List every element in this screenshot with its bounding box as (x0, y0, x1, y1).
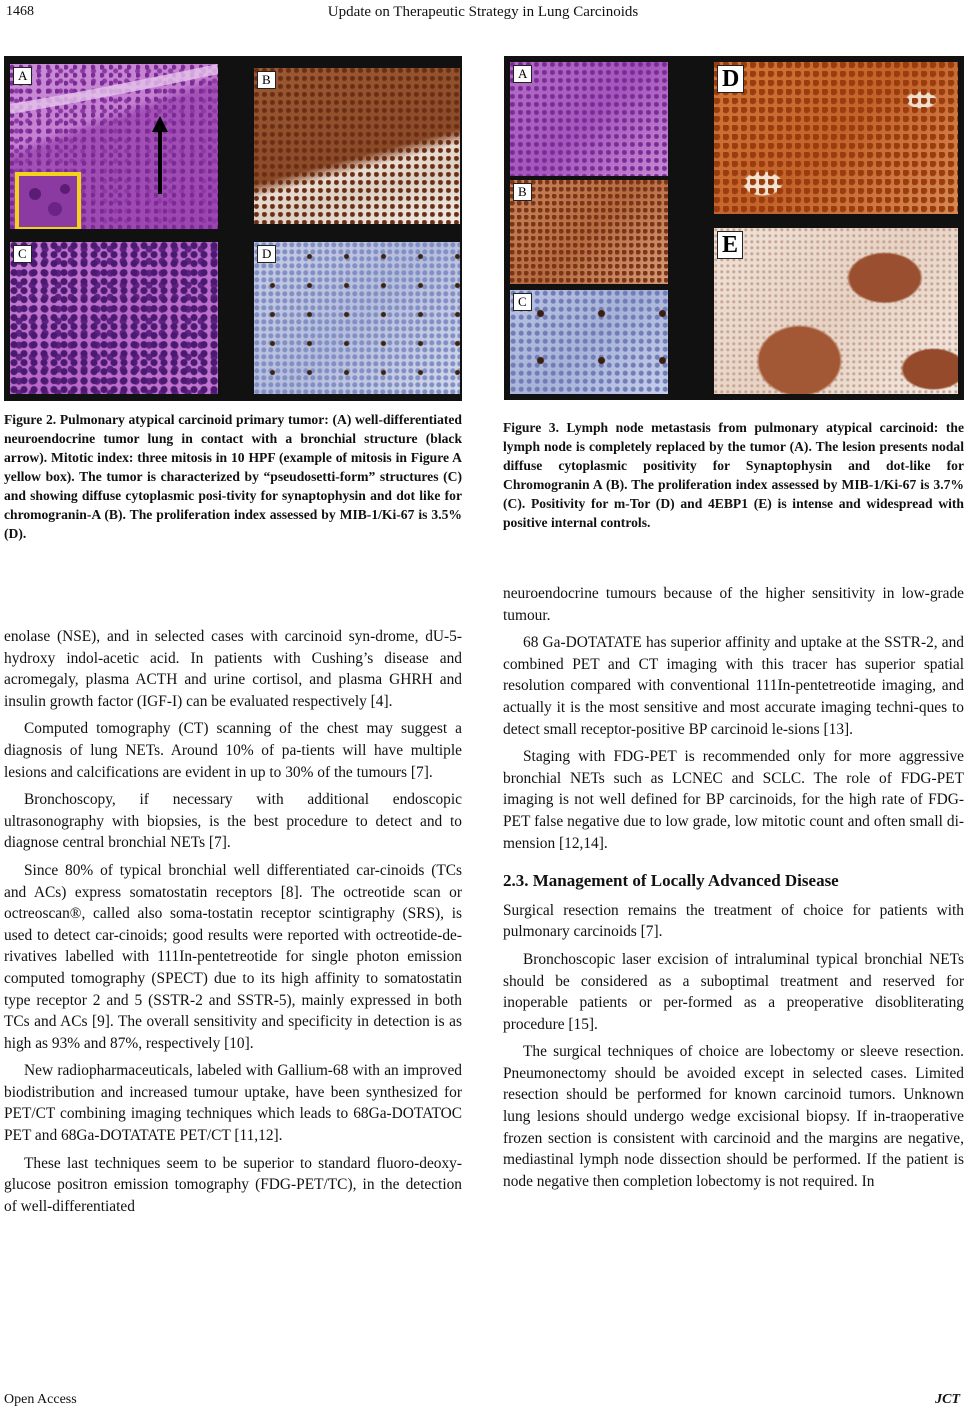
left-paragraph-5: New radiopharmaceuticals, labeled with Gallium-68 with an improved biodistribution and increased tumour uptake, have been synthesized for PET/CT combining imaging techniques which leads to 68Ga-DOTATOC PET and 68Ga-DOTATATE PET/CT [11,12]. (4, 1062, 462, 1145)
figure-2-label-a: A (13, 67, 32, 85)
left-paragraph-2: Computed tomography (CT) scanning of the chest may suggest a diagnosis of lung NETs. Around 10% of pa-tients will have multiple lesions and calcifications are evident in up to 30% of the tumours [7]. (4, 720, 462, 781)
figure-3-panel-c (510, 290, 668, 394)
right-column-text (503, 583, 964, 1192)
figure-2-panel-b (254, 68, 460, 224)
figure-3-panel-a (510, 62, 668, 176)
figure-2-caption: Figure 2. Pulmonary atypical carcinoid primary tumor: (A) well-differentiated neuroendocrine tumor lung in contact with a bronchial structure (black arrow). Mitotic index: three mitosis in 10 HPF (example of mitosis in Figure A yellow box). The tumor is characterized by “pseudosetti-form” structures (C) and showing diffuse cytoplasmic posi-tivity for synaptophysin and dot like for chromogranin-A (B). The proliferation index assessed by MIB-1/Ki-67 is 3.5% (D). (4, 412, 462, 541)
section-paragraph-3: The surgical techniques of choice are lobectomy or sleeve resection. Pneumonectomy should be avoided except in selected cases. Limited resection should be performed for known carcinoid tumors. Unknown lung lesions should undergo wedge excisional biopsy. If in-traoperative frozen section is consistent with carcinoid and the margins are negative, mediastinal lymph node dissection should be performed. If the patient is node negative then completion lobectomy is not required. In (503, 1043, 964, 1190)
running-title: Update on Therapeutic Strategy in Lung Carcinoids (327, 4, 639, 20)
left-paragraph-4: Since 80% of typical bronchial well differentiated car-cinoids (TCs and ACs) express somatostatin receptors [8]. The octreotide scan or octreoscan®, called also soma-tostatin receptor scintigraphy (SRS), is used to detect car-cinoids; good results were reported with octreotide-de-rivatives labelled with 111In-pentetreotide for single photon emission computed tomography (SPECT) due to its high affinity to somatostatin type receptor 2 and 5 (SSTR-2 and SSTR-5), mainly expressed in both TCs and ACs [9]. The overall sensitivity and specificity in detection is as high as 93% and 87%, respectively [10]. (4, 861, 462, 1052)
figure-2-label-c: C (13, 245, 32, 263)
figure-2-panel-c (10, 242, 218, 394)
right-paragraph-3: Staging with FDG-PET is recommended only for more aggressive bronchial NETs such as LCNEC and SCLC. The role of FDG-PET imaging is not well defined for BP carcinoids, for the high rate of FDG-PET false negative due to low grade, low mitotic count and often small di-mension [12,14]. (503, 748, 964, 852)
footer-journal: JCT (935, 1392, 960, 1407)
figure-2-panel-a-overlay (10, 64, 218, 229)
section-paragraph-1: Surgical resection remains the treatment of choice for patients with pulmonary carcinoids [7]. (503, 901, 964, 941)
figure-3-label-e: E (717, 231, 743, 259)
right-paragraph-1: neuroendocrine tumours because of the higher sensitivity in low-grade tumour. (503, 585, 964, 624)
figure-3-caption: Figure 3. Lymph node metastasis from pulmonary atypical carcinoid: the lymph node is completely replaced by the tumor (A). The lesion presents nodal diffuse cytoplasmic positivity for Synaptophysin and dot-like for Chromogranin A (B). The proliferation index assessed by MIB-1/Ki-67 is 3.7% (C). Positivity for m-Tor (D) and 4EBP1 (E) is intense and widespread with positive internal controls. (503, 420, 964, 530)
page-number: 1468 (6, 4, 34, 19)
figure-3-label-a: A (513, 65, 532, 83)
right-paragraph-2: 68 Ga-DOTATATE has superior affinity and uptake at the SSTR-2, and combined PET and CT imaging with this tracer has superior spatial resolution compared with conventional 111In-pentetreotide imaging, and actually it is the most sensitive and most accurate imaging techni-ques to detect small receptor-positive BP carcinoid le-sions [13]. (503, 634, 964, 738)
figure-2-panel-d (254, 242, 460, 394)
figure-3-label-d: D (717, 65, 744, 93)
left-column-text (4, 626, 462, 1217)
section-heading: 2.3. Management of Locally Advanced Disease (503, 871, 839, 891)
figure-2-panel-a (10, 64, 218, 229)
footer-open-access: Open Access (4, 1392, 77, 1407)
section-paragraph-2: Bronchoscopic laser excision of intraluminal typical bronchial NETs should be considered as a suboptimal treatment and reserved for inoperable patients or per-formed as a preoperative disobliterating procedure [15]. (503, 950, 964, 1033)
left-paragraph-1: enolase (NSE), and in selected cases with carcinoid syn-drome, dU-5-hydroxy indol-acetic acid. In patients with Cushing’s disease and acromegaly, plasma ACTH and urine cortisol, and plasma GHRH and insulin growth factor (IGF-I) can be evaluated respectively [4]. (4, 628, 462, 710)
figure-3-label-b: B (513, 183, 532, 201)
figure-3-label-c: C (513, 293, 532, 311)
left-paragraph-6: These last techniques seem to be superior to standard fluoro-deoxy-glucose positron emission tomography (FDG-PET/TC), in the detection of well-differentiated (4, 1154, 462, 1215)
figure-3-panel-d (714, 62, 958, 214)
figure-3 (504, 56, 964, 400)
figure-2 (4, 56, 462, 401)
left-paragraph-3: Bronchoscopy, if necessary with additional endoscopic ultrasonography with biopsies, is the best procedure to detect and to diagnose central bronchial NETs [7]. (4, 791, 462, 852)
figure-2-label-b: B (257, 71, 276, 89)
figure-3-panel-e (714, 228, 958, 394)
figure-2-label-d: D (257, 245, 276, 263)
figure-3-panel-b (510, 180, 668, 284)
